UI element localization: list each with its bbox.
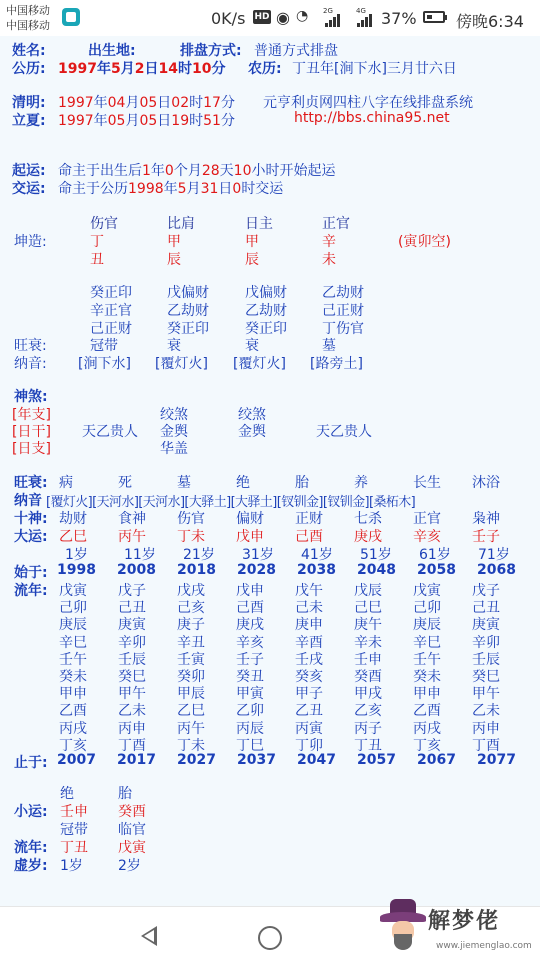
liunian-item: 辛丑 — [177, 634, 205, 651]
dayun-pillar: 辛亥 — [413, 529, 441, 545]
pillar-hidden-stem: 丁伤官 — [322, 321, 364, 337]
dayun-end-year: 2067 — [417, 752, 456, 768]
liunian-item: 壬辰 — [472, 651, 500, 668]
dayun-shishen-label: 十神: — [14, 511, 48, 527]
xusui-label: 虚岁: — [14, 858, 48, 874]
liunian-item: 己亥 — [177, 600, 205, 617]
pillar-wangshuai: 衰 — [245, 338, 259, 354]
logo-text: 解梦佬 — [428, 909, 501, 934]
pillar-hidden-stem: 癸正印 — [167, 321, 209, 337]
liunian-item: 丙申 — [472, 720, 500, 737]
qingming-label: 清明: — [12, 95, 46, 111]
dayun-wangshuai: 绝 — [236, 475, 250, 491]
pillar-hidden-stem: 己正财 — [322, 303, 364, 319]
shensha-day-branch-label: [日支] — [12, 441, 51, 457]
dayun-age: 51岁 — [360, 547, 392, 563]
dayun-start-year: 2048 — [357, 562, 396, 578]
liunian-item: 丙辰 — [236, 720, 264, 737]
liunian-item: 己丑 — [472, 600, 500, 617]
xiaoyun-liunian-1: 丁丑 — [60, 840, 88, 856]
liunian-item: 癸未 — [413, 669, 441, 685]
dayun-wangshuai-label: 旺衰: — [14, 475, 48, 491]
method-value: 普通方式排盘 — [254, 43, 338, 59]
dayun-pillar: 乙巳 — [59, 529, 87, 545]
pillar-branch: 辰 — [245, 252, 259, 268]
dayun-shishen: 正官 — [413, 511, 441, 527]
xiaoyun-top-2: 胎 — [118, 786, 132, 802]
liunian-item: 甲午 — [472, 686, 500, 703]
dayun-pillar: 丁未 — [177, 529, 205, 545]
liunian-item: 丁丑 — [354, 737, 382, 754]
liunian-item: 己酉 — [236, 600, 264, 617]
battery-tip — [445, 15, 447, 20]
method-label: 排盘方式: — [180, 43, 242, 59]
xusui-1: 1岁 — [60, 858, 83, 874]
lunar-value: 丁丑年[涧下水]三月廿六日 — [292, 61, 457, 77]
liunian-item: 戊寅 — [413, 583, 441, 599]
dayun-nayin-label: 纳音 — [14, 493, 42, 509]
dayun-shishen: 偏财 — [236, 511, 264, 527]
dayun-age: 71岁 — [478, 547, 510, 563]
carrier-2: 中国移动 — [6, 19, 50, 32]
liunian-item: 甲子 — [295, 686, 323, 703]
wifi-icon: ◔ — [296, 8, 309, 24]
liunian-item: 戊午 — [295, 583, 323, 599]
shensha-c3-year: 绞煞 — [238, 407, 266, 423]
status-bar — [0, 0, 540, 36]
dayun-wangshuai: 死 — [118, 475, 132, 491]
dayun-wangshuai: 养 — [354, 475, 368, 491]
liunian-item: 辛卯 — [472, 634, 500, 651]
back-icon[interactable] — [141, 926, 157, 946]
liunian-item: 丁亥 — [59, 737, 87, 754]
dayun-pillar: 庚戌 — [354, 529, 382, 545]
liunian-item: 甲午 — [118, 686, 146, 703]
liunian-item: 壬午 — [413, 651, 441, 668]
liunian-item: 癸丑 — [236, 669, 264, 685]
liunian-item: 庚寅 — [118, 617, 146, 634]
liunian-item: 癸亥 — [295, 669, 323, 685]
pillar-branch: 辰 — [167, 252, 181, 268]
dayun-age: 21岁 — [183, 547, 215, 563]
shensha-c2-year: 绞煞 — [160, 407, 188, 423]
xiaoyun-value-1: 壬申 — [60, 804, 88, 820]
shensha-c1-daystem: 天乙贵人 — [82, 424, 138, 440]
dayun-age: 1岁 — [65, 547, 88, 563]
qiyun-label: 起运: — [12, 163, 46, 179]
pillar-nayin: [涧下水] — [78, 356, 131, 372]
liunian-item: 戊寅 — [59, 583, 87, 599]
dayun-age: 31岁 — [242, 547, 274, 563]
name-label: 姓名: — [12, 43, 46, 59]
pillar-god: 比肩 — [167, 216, 195, 232]
xiaoyun-liunian-2: 戊寅 — [118, 840, 146, 856]
pillar-stem: 丁 — [90, 234, 104, 250]
pillar-wangshuai-label: 旺衰: — [14, 338, 47, 354]
dayun-age: 61岁 — [419, 547, 451, 563]
dayun-shishen: 食神 — [118, 511, 146, 527]
liunian-item: 戊申 — [236, 583, 264, 599]
pillar-hidden-stem: 戊偏财 — [245, 285, 287, 301]
liunian-item: 丙申 — [118, 720, 146, 737]
pillar-nayin: [覆灯火] — [155, 356, 208, 372]
liunian-item: 乙酉 — [59, 703, 87, 720]
pillar-hidden-stem: 乙劫财 — [167, 303, 209, 319]
pillar-stem: 辛 — [322, 234, 336, 250]
liunian-item: 乙未 — [472, 703, 500, 720]
liunian-item: 己卯 — [413, 600, 441, 617]
liunian-item: 己未 — [295, 600, 323, 617]
solar-label: 公历: — [12, 61, 46, 77]
dayun-pillar: 丙午 — [118, 529, 146, 545]
logo-beard — [394, 934, 412, 950]
jiaoyun-label: 交运: — [12, 181, 46, 197]
liunian-item: 庚辰 — [413, 617, 441, 634]
pillar-god: 日主 — [245, 216, 273, 232]
liunian-item: 辛卯 — [118, 634, 146, 651]
dayun-label: 大运: — [14, 529, 48, 545]
qingming-date: 1997年04月05日02时17分 — [58, 95, 235, 111]
solar-date: 1997年5月2日14时10分 — [58, 61, 226, 77]
xiaoyun-liunian-label: 流年: — [14, 840, 48, 856]
pillar-nayin: [覆灯火] — [233, 356, 286, 372]
dayun-start-year: 2028 — [237, 562, 276, 578]
dayun-end-label: 止于: — [14, 755, 48, 771]
liunian-item: 丁酉 — [118, 737, 146, 754]
network-type-1: 2G — [323, 7, 333, 15]
liunian-item: 丁酉 — [472, 737, 500, 754]
dayun-wangshuai: 病 — [59, 475, 73, 491]
liunian-item: 丁未 — [177, 737, 205, 754]
dayun-end-year: 2077 — [477, 752, 516, 768]
dayun-end-year: 2017 — [117, 752, 156, 768]
dayun-start-year: 2018 — [177, 562, 216, 578]
clock: 傍晚6:34 — [456, 12, 524, 31]
pillar-hidden-stem: 癸正印 — [245, 321, 287, 337]
jiaoyun-text: 命主于公历1998年5月31日0时交运 — [58, 181, 284, 197]
dayun-end-year: 2057 — [357, 752, 396, 768]
liunian-item: 乙亥 — [354, 703, 382, 720]
liunian-item: 乙未 — [118, 703, 146, 720]
liunian-item: 甲寅 — [236, 686, 264, 703]
dayun-end-year: 2007 — [57, 752, 96, 768]
dayun-start-label: 始于: — [14, 565, 48, 581]
liunian-item: 庚午 — [354, 617, 382, 634]
liunian-item: 癸巳 — [118, 669, 146, 685]
eye-icon: ◉ — [276, 8, 290, 27]
xiaoyun-sub-2: 临官 — [118, 822, 146, 838]
pillar-god: 伤官 — [90, 216, 118, 232]
liunian-item: 己卯 — [59, 600, 87, 617]
pillar-hidden-stem: 己正财 — [90, 321, 132, 337]
dayun-age: 41岁 — [301, 547, 333, 563]
birthplace-label: 出生地: — [88, 43, 136, 59]
liunian-item: 庚戌 — [236, 617, 264, 634]
dayun-pillar: 己酉 — [295, 529, 323, 545]
pillar-wangshuai: 墓 — [322, 338, 336, 354]
pillar-nayin: [路旁土] — [310, 356, 363, 372]
liunian-item: 戊子 — [472, 583, 500, 599]
liunian-item: 癸卯 — [177, 669, 205, 685]
liunian-item: 甲申 — [59, 686, 87, 703]
liunian-item: 甲申 — [413, 686, 441, 703]
pillar-wangshuai: 衰 — [167, 338, 181, 354]
battery-icon — [423, 11, 445, 23]
pillar-branch: 未 — [322, 252, 336, 268]
liunian-item: 辛巳 — [413, 634, 441, 651]
liunian-item: 丙戌 — [413, 720, 441, 737]
shensha-year-label: [年支] — [12, 407, 51, 423]
qiyun-text: 命主于出生后1年0个月28天10小时开始起运 — [58, 163, 336, 179]
xusui-2: 2岁 — [118, 858, 141, 874]
liunian-item: 辛未 — [354, 634, 382, 651]
liunian-item: 庚辰 — [59, 617, 87, 634]
pillar-hidden-stem: 乙劫财 — [322, 285, 364, 301]
hd-icon: HD — [254, 12, 270, 22]
shensha-c2-daystem: 金舆 — [160, 424, 188, 440]
liunian-item: 壬申 — [354, 651, 382, 668]
shensha-label: 神煞: — [14, 389, 48, 405]
dayun-wangshuai: 沐浴 — [472, 475, 500, 491]
liunian-item: 丙子 — [354, 720, 382, 737]
dayun-end-year: 2037 — [237, 752, 276, 768]
xiaoyun-top-1: 绝 — [60, 786, 74, 802]
lixia-label: 立夏: — [12, 113, 46, 129]
liunian-item: 壬辰 — [118, 651, 146, 668]
shensha-c3-daystem: 金舆 — [238, 424, 266, 440]
pillars-label: 坤造: — [14, 234, 47, 250]
pillar-wangshuai: 冠带 — [90, 338, 118, 354]
liunian-item: 丙寅 — [295, 720, 323, 737]
shensha-c2-daybranch: 华盖 — [160, 441, 188, 457]
pillar-hidden-stem: 戊偏财 — [167, 285, 209, 301]
dayun-shishen: 枭神 — [472, 511, 500, 527]
pillar-branch: 丑 — [90, 252, 104, 268]
logo-url: www.jiemenglao.com — [436, 941, 532, 951]
pillar-stem: 甲 — [167, 234, 181, 250]
liunian-item: 丁亥 — [413, 737, 441, 754]
liunian-item: 丁卯 — [295, 737, 323, 754]
liunian-item: 丁巳 — [236, 737, 264, 754]
pillar-hidden-stem: 癸正印 — [90, 285, 132, 301]
dayun-start-year: 2038 — [297, 562, 336, 578]
liunian-item: 甲辰 — [177, 686, 205, 703]
liunian-item: 壬午 — [59, 651, 87, 668]
liunian-label: 流年: — [14, 583, 48, 599]
lunar-label: 农历: — [248, 61, 282, 77]
dayun-start-year: 1998 — [57, 562, 96, 578]
pillar-hidden-stem: 辛正官 — [90, 303, 132, 319]
liunian-item: 戊辰 — [354, 583, 382, 599]
dayun-start-year: 2058 — [417, 562, 456, 578]
dayun-shishen: 正财 — [295, 511, 323, 527]
liunian-item: 己丑 — [118, 600, 146, 617]
home-icon[interactable] — [258, 926, 282, 950]
liunian-item: 乙酉 — [413, 703, 441, 720]
liunian-item: 辛酉 — [295, 634, 323, 651]
dayun-start-year: 2008 — [117, 562, 156, 578]
dayun-shishen: 劫财 — [59, 511, 87, 527]
site-url-link[interactable]: http://bbs.china95.net — [294, 110, 450, 126]
site-name: 元亨利贞网四柱八字在线排盘系统 — [263, 95, 473, 111]
pillar-stem: 甲 — [245, 234, 259, 250]
liunian-item: 壬寅 — [177, 651, 205, 668]
pillar-god: 正官 — [322, 216, 350, 232]
liunian-item: 癸巳 — [472, 669, 500, 685]
liunian-item: 丙午 — [177, 720, 205, 737]
liunian-item: 壬子 — [236, 651, 264, 668]
dayun-nayin-values: [覆灯火][天河水][天河水][大驿土][大驿土][钗钏金][钗钏金][桑柘木] — [46, 495, 416, 510]
xiaoyun-label: 小运: — [14, 804, 48, 820]
liunian-item: 辛巳 — [59, 634, 87, 651]
dayun-wangshuai: 长生 — [413, 475, 441, 491]
dayun-shishen: 伤官 — [177, 511, 205, 527]
liunian-item: 庚申 — [295, 617, 323, 634]
pillar-hidden-stem: 乙劫财 — [245, 303, 287, 319]
liunian-item: 乙丑 — [295, 703, 323, 720]
liunian-item: 壬戌 — [295, 651, 323, 668]
kong-value: (寅卯空) — [398, 234, 451, 250]
dayun-wangshuai: 胎 — [295, 475, 309, 491]
liunian-item: 丙戌 — [59, 720, 87, 737]
liunian-item: 庚寅 — [472, 617, 500, 634]
shensha-day-stem-label: [日干] — [12, 424, 51, 440]
dayun-start-year: 2068 — [477, 562, 516, 578]
xiaoyun-value-2: 癸酉 — [118, 804, 146, 820]
dayun-end-year: 2027 — [177, 752, 216, 768]
dayun-shishen: 七杀 — [354, 511, 382, 527]
xiaoyun-sub-1: 冠带 — [60, 822, 88, 838]
app-notification-icon — [62, 8, 80, 26]
shensha-c4-daystem: 天乙贵人 — [316, 424, 372, 440]
liunian-item: 乙卯 — [236, 703, 264, 720]
dayun-pillar: 戊申 — [236, 529, 264, 545]
liunian-item: 辛亥 — [236, 634, 264, 651]
carrier-1: 中国移动 — [6, 4, 50, 17]
liunian-item: 乙巳 — [177, 703, 205, 720]
network-speed: 0K/s — [211, 9, 246, 28]
dayun-end-year: 2047 — [297, 752, 336, 768]
liunian-item: 甲戌 — [354, 686, 382, 703]
dayun-wangshuai: 墓 — [177, 475, 191, 491]
battery-percent: 37% — [381, 9, 417, 28]
liunian-item: 己巳 — [354, 600, 382, 617]
liunian-item: 癸未 — [59, 669, 87, 685]
dayun-age: 11岁 — [124, 547, 156, 563]
liunian-item: 癸酉 — [354, 669, 382, 685]
dayun-pillar: 壬子 — [472, 529, 500, 545]
liunian-item: 庚子 — [177, 617, 205, 634]
pillar-nayin-label: 纳音: — [14, 356, 47, 372]
liunian-item: 戊子 — [118, 583, 146, 599]
network-type-2: 4G — [356, 7, 366, 15]
lixia-date: 1997年05月05日19时51分 — [58, 113, 235, 129]
liunian-item: 戊戌 — [177, 583, 205, 599]
